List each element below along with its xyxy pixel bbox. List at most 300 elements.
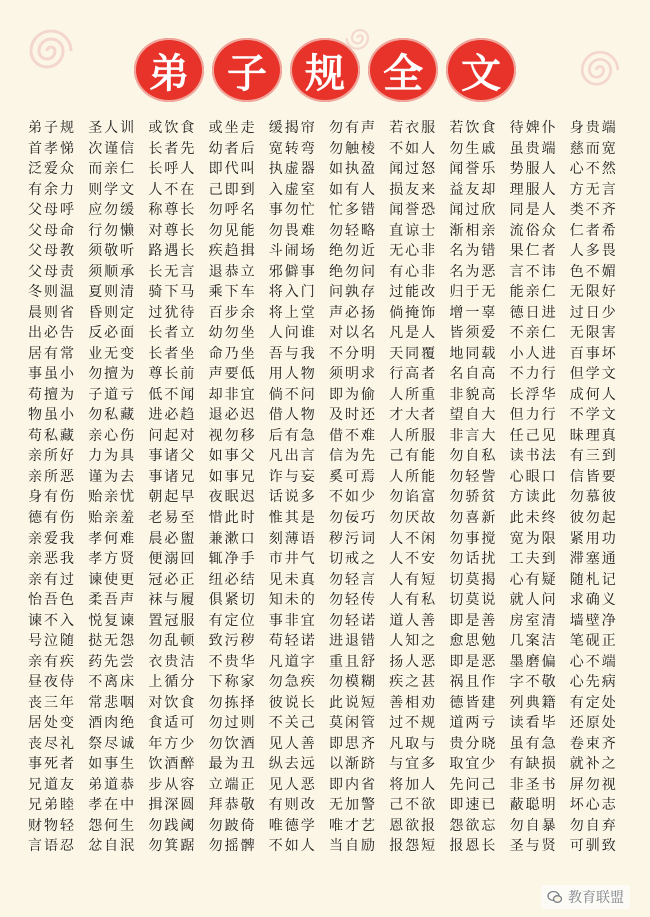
text-phrase: 酒肉绝 bbox=[88, 715, 137, 732]
text-phrase: 心不然 bbox=[569, 161, 618, 178]
text-phrase: 凡出言 bbox=[268, 448, 317, 465]
watermark-text: 教育联盟 bbox=[568, 889, 624, 905]
text-phrase bbox=[510, 857, 568, 878]
text-phrase: 将入门 bbox=[268, 284, 317, 301]
text-phrase: 色不媚 bbox=[569, 263, 618, 280]
text-phrase: 无心非 bbox=[389, 243, 438, 260]
text-phrase: 进退错 bbox=[329, 633, 377, 650]
text-phrase: 不如人 bbox=[268, 838, 317, 855]
text-phrase: 须敬听 bbox=[88, 243, 137, 260]
text-phrase: 不力行 bbox=[509, 366, 558, 383]
text-phrase: 闻誉恐 bbox=[389, 202, 438, 219]
text-phrase: 不学文 bbox=[569, 407, 618, 424]
text-phrase: 而亲仁 bbox=[88, 161, 137, 178]
text-phrase bbox=[269, 877, 327, 898]
text-phrase: 退恭立 bbox=[208, 263, 257, 280]
text-phrase: 邪僻事 bbox=[268, 263, 317, 280]
text-phrase: 人有短 bbox=[389, 571, 438, 588]
text-phrase: 长者先 bbox=[148, 140, 197, 157]
text-phrase: 物虽小 bbox=[28, 407, 76, 424]
text-phrase: 绝勿问 bbox=[329, 263, 377, 280]
text-phrase: 势服人 bbox=[509, 161, 558, 178]
text-phrase: 信为先 bbox=[329, 448, 377, 465]
text-phrase: 房室清 bbox=[509, 612, 558, 629]
text-phrase: 食适可 bbox=[148, 715, 197, 732]
text-phrase: 同是人 bbox=[509, 202, 558, 219]
text-phrase: 亲有过 bbox=[28, 571, 76, 588]
text-phrase: 将加人 bbox=[389, 776, 438, 793]
text-phrase: 昼夜侍 bbox=[28, 674, 76, 691]
text-phrase: 类不齐 bbox=[569, 202, 618, 219]
text-phrase: 倘不问 bbox=[268, 386, 317, 403]
text-phrase: 事非宜 bbox=[268, 612, 317, 629]
text-phrase: 最为丑 bbox=[208, 756, 257, 773]
text-phrase: 或坐走 bbox=[208, 120, 257, 136]
text-phrase: 才大者 bbox=[389, 407, 438, 424]
text-phrase: 卷束齐 bbox=[569, 735, 618, 752]
text-phrase: 见人善 bbox=[268, 735, 317, 752]
text-phrase: 勿践阈 bbox=[148, 817, 197, 834]
text-phrase: 下称家 bbox=[208, 674, 257, 691]
text-phrase: 勿畏难 bbox=[268, 222, 317, 239]
text-phrase: 果仁者 bbox=[509, 243, 558, 260]
text-phrase: 成何人 bbox=[569, 386, 618, 403]
text-phrase: 奚可焉 bbox=[329, 468, 377, 485]
text-phrase: 列典籍 bbox=[509, 694, 558, 711]
text-phrase: 人不在 bbox=[148, 181, 197, 198]
text-phrase: 常悲咽 bbox=[88, 694, 137, 711]
text-phrase: 笔砚正 bbox=[569, 633, 618, 650]
text-phrase: 须顺承 bbox=[88, 263, 137, 280]
text-phrase: 有则改 bbox=[268, 797, 317, 814]
text-phrase: 用人物 bbox=[268, 366, 317, 383]
text-phrase: 小人进 bbox=[509, 345, 558, 362]
text-phrase: 慈而宽 bbox=[569, 140, 618, 157]
text-phrase: 揖深圆 bbox=[148, 797, 197, 814]
text-phrase: 过犹待 bbox=[148, 304, 197, 321]
text-phrase: 随札记 bbox=[569, 571, 618, 588]
text-phrase: 即速已 bbox=[449, 797, 498, 814]
text-phrase: 勿自暴 bbox=[509, 817, 558, 834]
text-phrase: 直谅士 bbox=[389, 222, 438, 239]
text-phrase: 重且舒 bbox=[329, 653, 377, 670]
text-phrase: 如事兄 bbox=[208, 468, 257, 485]
text-phrase: 归于无 bbox=[449, 284, 498, 301]
text-phrase: 亲所恶 bbox=[28, 468, 76, 485]
text-phrase: 祸且作 bbox=[449, 674, 498, 691]
text-phrase: 事诸兄 bbox=[148, 468, 197, 485]
text-phrase: 不如少 bbox=[329, 489, 377, 506]
text-phrase bbox=[389, 877, 447, 898]
text-phrase: 贵分晓 bbox=[449, 735, 498, 752]
text-phrase: 勿生戚 bbox=[449, 140, 498, 157]
text-phrase: 闻过怒 bbox=[389, 161, 438, 178]
text-phrase: 倘掩饰 bbox=[389, 304, 438, 321]
text-phrase: 低不闻 bbox=[148, 386, 197, 403]
text-phrase: 闻誉乐 bbox=[449, 161, 498, 178]
text-phrase: 勿轻略 bbox=[329, 222, 377, 239]
text-phrase: 墨磨偏 bbox=[509, 653, 558, 670]
text-phrase: 人所重 bbox=[389, 386, 438, 403]
text-phrase: 读书法 bbox=[509, 448, 558, 465]
text-phrase: 有余力 bbox=[28, 181, 76, 198]
text-phrase: 德日进 bbox=[509, 304, 558, 321]
text-phrase: 柔吾声 bbox=[88, 592, 137, 609]
text-phrase: 滞塞通 bbox=[569, 551, 618, 568]
text-phrase: 圣人训 bbox=[88, 120, 137, 136]
text-phrase: 几案洁 bbox=[509, 633, 558, 650]
text-phrase: 增一辜 bbox=[449, 304, 498, 321]
text-phrase: 苟擅为 bbox=[28, 386, 76, 403]
text-phrase: 力为具 bbox=[88, 448, 137, 465]
text-phrase: 命乃坐 bbox=[208, 345, 257, 362]
text-phrase: 非圣书 bbox=[509, 776, 558, 793]
text-phrase: 斗闹场 bbox=[268, 243, 317, 260]
text-phrase: 长者立 bbox=[148, 325, 197, 342]
text-phrase: 幼者后 bbox=[208, 140, 257, 157]
text-phrase: 凡是人 bbox=[389, 325, 438, 342]
text-phrase: 不关己 bbox=[268, 715, 317, 732]
text-phrase: 人所服 bbox=[389, 427, 438, 444]
text-phrase: 将上堂 bbox=[268, 304, 317, 321]
text-phrase: 有定位 bbox=[208, 612, 257, 629]
text-phrase: 言语忍 bbox=[28, 838, 76, 855]
text-phrase: 刻薄语 bbox=[268, 530, 317, 547]
text-phrase: 事勿忙 bbox=[268, 202, 317, 219]
text-phrase: 亲心伤 bbox=[88, 427, 137, 444]
text-phrase: 对尊长 bbox=[148, 222, 197, 239]
text-phrase bbox=[148, 877, 206, 898]
text-phrase: 有三到 bbox=[569, 448, 618, 465]
text-phrase: 勿呼名 bbox=[208, 202, 257, 219]
text-phrase: 勿慕彼 bbox=[569, 489, 618, 506]
text-phrase: 晨必盥 bbox=[148, 530, 197, 547]
title-seal: 文 bbox=[446, 38, 516, 102]
text-phrase: 子道亏 bbox=[88, 386, 137, 403]
text-phrase: 己有能 bbox=[389, 448, 438, 465]
text-phrase: 祭尽诚 bbox=[88, 735, 137, 752]
text-phrase: 非言大 bbox=[449, 427, 498, 444]
text-phrase: 损友来 bbox=[389, 181, 438, 198]
text-phrase: 非貌高 bbox=[449, 386, 498, 403]
text-phrase: 惟其是 bbox=[268, 509, 317, 526]
text-phrase: 亲恶我 bbox=[28, 551, 76, 568]
text-phrase: 此未终 bbox=[509, 509, 558, 526]
text-phrase: 扬人恶 bbox=[389, 653, 438, 670]
text-phrase: 待婢仆 bbox=[509, 120, 558, 136]
text-phrase: 宽转弯 bbox=[268, 140, 317, 157]
text-phrase: 苟私藏 bbox=[28, 427, 76, 444]
text-phrase: 财物轻 bbox=[28, 817, 76, 834]
text-phrase: 心不端 bbox=[569, 653, 618, 670]
text-phrase: 诈与妄 bbox=[268, 468, 317, 485]
text-phrase: 怨何生 bbox=[88, 817, 137, 834]
text-phrase: 夏则清 bbox=[88, 284, 137, 301]
text-phrase: 如事生 bbox=[88, 756, 137, 773]
text-phrase: 亲有疾 bbox=[28, 653, 76, 670]
text-phrase: 愈思勉 bbox=[449, 633, 498, 650]
text-phrase: 勿饮酒 bbox=[208, 735, 257, 752]
text-phrase: 忙多错 bbox=[329, 202, 377, 219]
text-phrase: 百步余 bbox=[208, 304, 257, 321]
text-phrase: 朝起早 bbox=[148, 489, 197, 506]
text-phrase: 纵去远 bbox=[268, 756, 317, 773]
text-phrase: 凡取与 bbox=[389, 735, 438, 752]
text-phrase: 秽污词 bbox=[329, 530, 377, 547]
text-phrase: 反必面 bbox=[88, 325, 137, 342]
text-phrase: 切戒之 bbox=[329, 551, 377, 568]
text-phrase: 亲爱我 bbox=[28, 530, 76, 547]
text-phrase: 墙壁净 bbox=[569, 612, 618, 629]
text-phrase: 拜恭敬 bbox=[208, 797, 257, 814]
text-phrase: 行高者 bbox=[389, 366, 438, 383]
text-phrase: 渐相亲 bbox=[449, 222, 498, 239]
text-phrase: 己即到 bbox=[208, 181, 257, 198]
text-phrase: 德皆建 bbox=[449, 694, 498, 711]
text-phrase: 勿轻诺 bbox=[329, 612, 377, 629]
text-phrase: 人所能 bbox=[389, 468, 438, 485]
text-phrase bbox=[148, 857, 206, 878]
text-phrase: 问起对 bbox=[148, 427, 197, 444]
text-phrase: 望自大 bbox=[449, 407, 498, 424]
text-phrase: 百事坏 bbox=[569, 345, 618, 362]
text-phrase: 借不难 bbox=[329, 427, 377, 444]
text-phrase: 长无言 bbox=[148, 263, 197, 280]
text-phrase: 进必趋 bbox=[148, 407, 197, 424]
text-phrase bbox=[28, 877, 86, 898]
text-phrase: 勿谄富 bbox=[389, 489, 438, 506]
text-phrase: 苟轻诺 bbox=[268, 633, 317, 650]
text-phrase: 切莫说 bbox=[449, 592, 498, 609]
text-phrase: 勿有声 bbox=[329, 120, 377, 136]
text-phrase: 致污秽 bbox=[208, 633, 257, 650]
text-phrase: 勿自弃 bbox=[569, 817, 618, 834]
text-phrase: 如事父 bbox=[208, 448, 257, 465]
text-phrase: 悦复谏 bbox=[88, 612, 137, 629]
title-seal: 弟 bbox=[134, 38, 204, 102]
text-phrase: 话说多 bbox=[268, 489, 317, 506]
title-seal: 子 bbox=[212, 38, 282, 102]
text-phrase: 即代叫 bbox=[208, 161, 257, 178]
text-phrase: 字不敬 bbox=[509, 674, 558, 691]
text-phrase: 及时还 bbox=[329, 407, 377, 424]
text-phrase bbox=[88, 857, 146, 878]
text-phrase: 彼说长 bbox=[268, 694, 317, 711]
text-phrase: 名自高 bbox=[449, 366, 498, 383]
text-phrase: 老易至 bbox=[148, 509, 197, 526]
text-phrase: 长浮华 bbox=[509, 386, 558, 403]
text-phrase: 置冠服 bbox=[148, 612, 197, 629]
text-phrase: 行勿懒 bbox=[88, 222, 137, 239]
text-phrase: 坏心志 bbox=[569, 797, 618, 814]
text-phrase: 勿箕踞 bbox=[148, 838, 197, 855]
text-phrase: 首孝悌 bbox=[28, 140, 76, 157]
text-phrase: 不如人 bbox=[389, 140, 438, 157]
text-phrase: 勿话扰 bbox=[449, 551, 498, 568]
text-phrase: 见人恶 bbox=[268, 776, 317, 793]
text-phrase: 过日少 bbox=[569, 304, 618, 321]
text-phrase: 凡道字 bbox=[268, 653, 317, 670]
text-phrase: 名为错 bbox=[449, 243, 498, 260]
text-phrase: 问孰存 bbox=[329, 284, 377, 301]
classic-text-grid bbox=[28, 118, 628, 898]
text-phrase: 信皆要 bbox=[569, 468, 618, 485]
text-phrase bbox=[329, 857, 387, 878]
text-phrase: 莫闲管 bbox=[329, 715, 377, 732]
text-phrase: 怡吾色 bbox=[28, 592, 76, 609]
text-phrase: 勿触棱 bbox=[329, 140, 377, 157]
text-phrase: 如执盈 bbox=[329, 161, 377, 178]
text-phrase: 步从容 bbox=[148, 776, 197, 793]
text-phrase bbox=[329, 877, 387, 898]
text-phrase: 入虚室 bbox=[268, 181, 317, 198]
text-phrase: 名为恶 bbox=[449, 263, 498, 280]
text-phrase: 天同覆 bbox=[389, 345, 438, 362]
text-phrase: 退必迟 bbox=[208, 407, 257, 424]
text-phrase: 丧尽礼 bbox=[28, 735, 76, 752]
text-phrase: 路遇长 bbox=[148, 243, 197, 260]
text-phrase: 应勿缓 bbox=[88, 202, 137, 219]
text-phrase: 对以名 bbox=[329, 325, 377, 342]
text-phrase: 虽有急 bbox=[509, 735, 558, 752]
text-phrase: 勿急疾 bbox=[268, 674, 317, 691]
text-phrase: 事诸父 bbox=[148, 448, 197, 465]
text-phrase: 勿拣择 bbox=[208, 694, 257, 711]
text-phrase: 无限害 bbox=[569, 325, 618, 342]
text-phrase: 丧三年 bbox=[28, 694, 76, 711]
text-phrase bbox=[209, 857, 267, 878]
text-phrase: 德有伤 bbox=[28, 509, 76, 526]
text-phrase: 谏使更 bbox=[88, 571, 137, 588]
text-phrase: 事虽小 bbox=[28, 366, 76, 383]
text-phrase: 谏不入 bbox=[28, 612, 76, 629]
text-phrase: 益友却 bbox=[449, 181, 498, 198]
text-phrase: 勿私藏 bbox=[88, 407, 137, 424]
text-phrase: 长呼人 bbox=[148, 161, 197, 178]
text-phrase: 有心非 bbox=[389, 263, 438, 280]
text-phrase: 须明求 bbox=[329, 366, 377, 383]
text-phrase: 辄净手 bbox=[208, 551, 257, 568]
text-phrase: 昧理真 bbox=[569, 427, 618, 444]
text-phrase: 人多畏 bbox=[569, 243, 618, 260]
text-phrase: 或饮食 bbox=[148, 120, 197, 136]
text-phrase: 紧用功 bbox=[569, 530, 618, 547]
text-phrase: 兼漱口 bbox=[208, 530, 257, 547]
text-phrase: 唯德学 bbox=[268, 817, 317, 834]
text-phrase: 父母责 bbox=[28, 263, 76, 280]
text-phrase: 己不欲 bbox=[389, 797, 438, 814]
text-phrase: 长者坐 bbox=[148, 345, 197, 362]
text-phrase: 取宜少 bbox=[449, 756, 498, 773]
text-phrase: 冬则温 bbox=[28, 284, 76, 301]
text-phrase: 若衣服 bbox=[389, 120, 438, 136]
text-phrase: 勿擅为 bbox=[88, 366, 137, 383]
text-phrase: 借人物 bbox=[268, 407, 317, 424]
text-phrase: 勿佞巧 bbox=[329, 509, 377, 526]
text-phrase: 药先尝 bbox=[88, 653, 137, 670]
text-phrase: 皆须爱 bbox=[449, 325, 498, 342]
text-phrase: 即是恶 bbox=[449, 653, 498, 670]
text-phrase: 年方少 bbox=[148, 735, 197, 752]
text-phrase: 号泣随 bbox=[28, 633, 76, 650]
text-phrase bbox=[28, 857, 86, 878]
text-phrase: 道两亏 bbox=[449, 715, 498, 732]
text-phrase: 上循分 bbox=[148, 674, 197, 691]
text-phrase: 如有人 bbox=[329, 181, 377, 198]
text-phrase: 与宜多 bbox=[389, 756, 438, 773]
text-phrase: 骑下马 bbox=[148, 284, 197, 301]
text-phrase: 市井气 bbox=[268, 551, 317, 568]
text-phrase: 读看毕 bbox=[509, 715, 558, 732]
text-phrase: 父母命 bbox=[28, 222, 76, 239]
text-phrase: 即为偷 bbox=[329, 386, 377, 403]
text-phrase: 彼勿起 bbox=[569, 509, 618, 526]
text-phrase: 弟道恭 bbox=[88, 776, 137, 793]
text-phrase bbox=[449, 877, 507, 898]
text-phrase: 当自励 bbox=[329, 838, 377, 855]
text-phrase: 夜眠迟 bbox=[208, 489, 257, 506]
title-seal: 全 bbox=[368, 38, 438, 102]
text-phrase: 可驯致 bbox=[569, 838, 618, 855]
text-phrase: 知未的 bbox=[268, 592, 317, 609]
text-phrase: 饮酒醉 bbox=[148, 756, 197, 773]
text-phrase: 父母呼 bbox=[28, 202, 76, 219]
text-phrase: 勿事搅 bbox=[449, 530, 498, 547]
text-phrase: 疾趋揖 bbox=[208, 243, 257, 260]
text-phrase: 切莫揭 bbox=[449, 571, 498, 588]
text-phrase: 贻亲忧 bbox=[88, 489, 137, 506]
text-phrase: 冠必正 bbox=[148, 571, 197, 588]
text-phrase: 流俗众 bbox=[509, 222, 558, 239]
text-phrase: 不亲仁 bbox=[509, 325, 558, 342]
text-phrase: 孝何难 bbox=[88, 530, 137, 547]
text-phrase: 挞无怨 bbox=[88, 633, 137, 650]
text-phrase: 任己见 bbox=[509, 427, 558, 444]
text-phrase: 但学文 bbox=[569, 366, 618, 383]
text-phrase: 勿厌故 bbox=[389, 509, 438, 526]
text-phrase: 人知之 bbox=[389, 633, 438, 650]
text-phrase: 亲所好 bbox=[28, 448, 76, 465]
text-phrase: 报怨短 bbox=[389, 838, 438, 855]
text-phrase: 次谨信 bbox=[88, 140, 137, 157]
text-phrase: 不离床 bbox=[88, 674, 137, 691]
text-phrase: 孝方贤 bbox=[88, 551, 137, 568]
text-phrase: 不分明 bbox=[329, 345, 377, 362]
text-phrase: 衣贵洁 bbox=[148, 653, 197, 670]
text-phrase: 业无变 bbox=[88, 345, 137, 362]
text-phrase: 勿过则 bbox=[208, 715, 257, 732]
chat-bubble-icon bbox=[547, 889, 563, 905]
text-phrase: 心有疑 bbox=[509, 571, 558, 588]
text-phrase: 人不安 bbox=[389, 551, 438, 568]
text-phrase: 勿轻訾 bbox=[449, 468, 498, 485]
text-phrase: 屏勿视 bbox=[569, 776, 618, 793]
text-phrase: 执虚器 bbox=[268, 161, 317, 178]
text-phrase: 闻过欣 bbox=[449, 202, 498, 219]
text-phrase: 惜此时 bbox=[208, 509, 257, 526]
text-phrase: 人问谁 bbox=[268, 325, 317, 342]
text-phrase bbox=[209, 877, 267, 898]
page-title bbox=[0, 30, 650, 110]
text-phrase: 怨欲忘 bbox=[449, 817, 498, 834]
text-phrase: 勿轻言 bbox=[329, 571, 377, 588]
text-phrase: 工夫到 bbox=[509, 551, 558, 568]
text-phrase: 勿摇髀 bbox=[208, 838, 257, 855]
text-phrase: 居有常 bbox=[28, 345, 76, 362]
text-phrase: 忿自泯 bbox=[88, 838, 137, 855]
text-phrase: 有定处 bbox=[569, 694, 618, 711]
text-phrase: 乘下车 bbox=[208, 284, 257, 301]
